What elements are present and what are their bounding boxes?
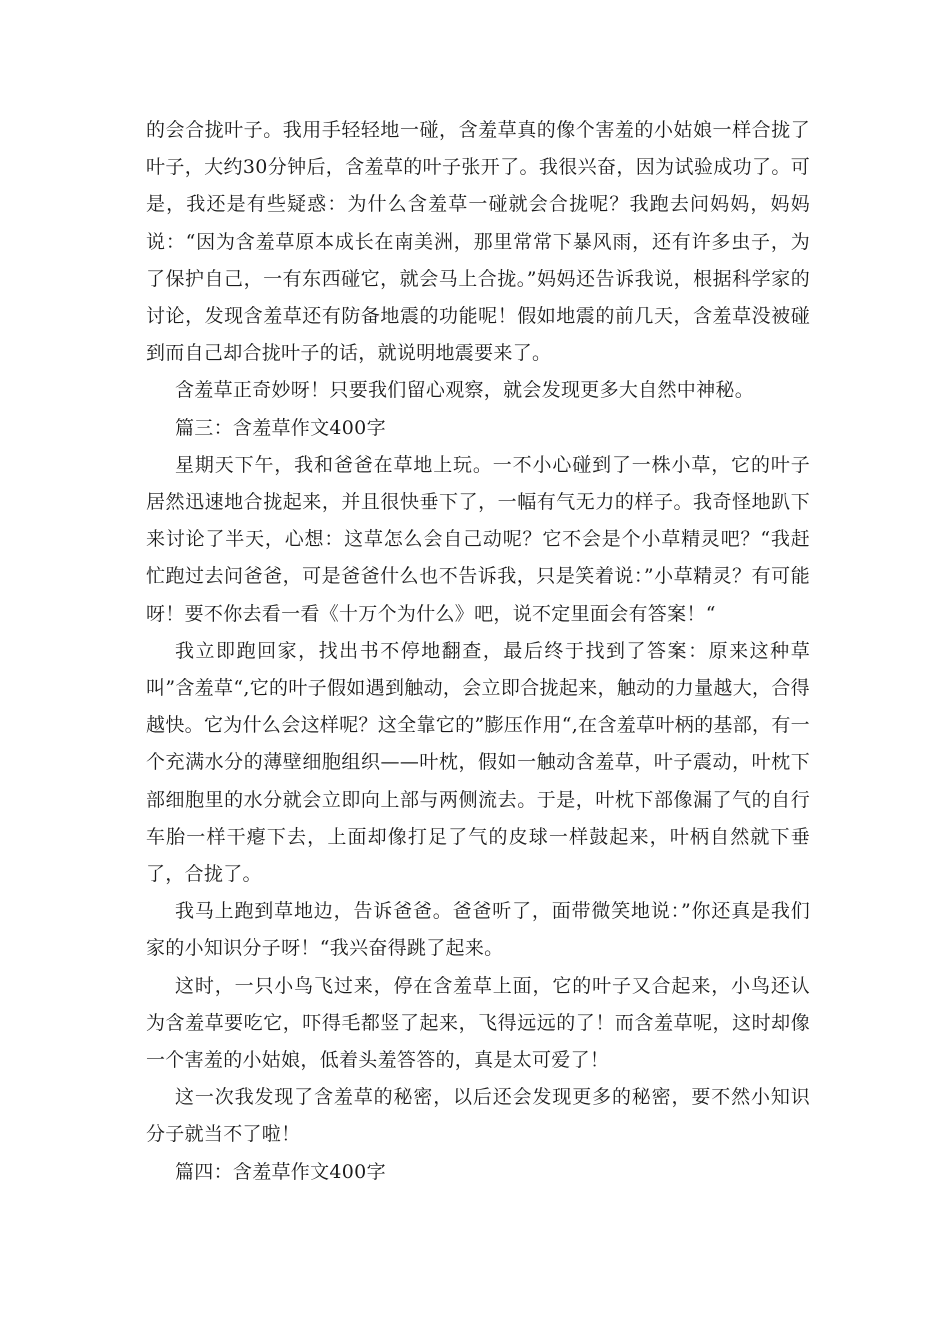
document-page: [146, 112, 810, 1191]
paragraph-tell-father: 我马上跑到草地边，告诉爸爸。爸爸听了，面带微笑地说：”你还真是我们家的小知识分子呀！“我兴奋得跳了起来。: [146, 900, 810, 960]
paragraph-sunday-afternoon: 星期天下午，我和爸爸在草地上玩。一不小心碰到了一株小草，它的叶子居然迅速地合拢起来，并且很快垂下了，一幅有气无力的样子。我奇怪地趴下来讨论了半天，心想：这草怎么会自己动呢？它不会是个小草精灵吧？“我赶忙跑过去问爸爸，可是爸爸什么也不告诉我，只是笑着说：”小草精灵？有可能呀！要不你去看一看《十万个为什么》吧，说不定里面会有答案！“: [146, 453, 810, 625]
paragraph-secret: 这一次我发现了含羞草的秘密，以后还会发现更多的秘密，要不然小知识分子就当不了啦！: [146, 1086, 810, 1146]
section-heading-part-three: 篇三：含羞草作文400字: [175, 416, 386, 439]
paragraph-continuation: 的会合拢叶子。我用手轻轻地一碰，含羞草真的像个害羞的小姑娘一样合拢了叶子，大约30分钟后，含羞草的叶子张开了。我很兴奋，因为试验成功了。可是，我还是有些疑惑：为什么含羞草一碰就会合拢呢？我跑去问妈妈，妈妈说：“因为含羞草原本成长在南美洲，那里常常下暴风雨，还有许多虫子，为了保护自己，一有东西碰它，就会马上合拢。”妈妈还告诉我说，根据科学家的讨论，发现含羞草还有防备地震的功能呢！假如地震的前几天，含羞草没被碰到而自己却合拢叶子的话，就说明地震要来了。: [146, 119, 810, 365]
paragraph-conclusion: 含羞草正奇妙呀！只要我们留心观察，就会发现更多大自然中神秘。: [175, 379, 755, 402]
paragraph-book-lookup: 我立即跑回家，找出书不停地翻查，最后终于找到了答案：原来这种草叫”含羞草“,它的叶子假如遇到触动，会立即合拢起来，触动的力量越大，合得越快。它为什么会这样呢？这全靠它的”膨压作用“,在含羞草叶柄的基部，有一个充满水分的薄壁细胞组织——叶枕，假如一触动含羞草，叶子震动，叶枕下部细胞里的水分就会立即向上部与两侧流去。于是，叶枕下部像漏了气的自行车胎一样干瘪下去，上面却像打足了气的皮球一样鼓起来，叶柄自然就下垂了，合拢了。: [146, 639, 810, 886]
section-heading-part-four: 篇四：含羞草作文400字: [175, 1160, 386, 1183]
paragraph-bird: 这时，一只小鸟飞过来，停在含羞草上面，它的叶子又合起来，小鸟还认为含羞草要吃它，吓得毛都竖了起来，飞得远远的了！而含羞草呢，这时却像一个害羞的小姑娘，低着头羞答答的，真是太可爱了！: [146, 974, 810, 1072]
